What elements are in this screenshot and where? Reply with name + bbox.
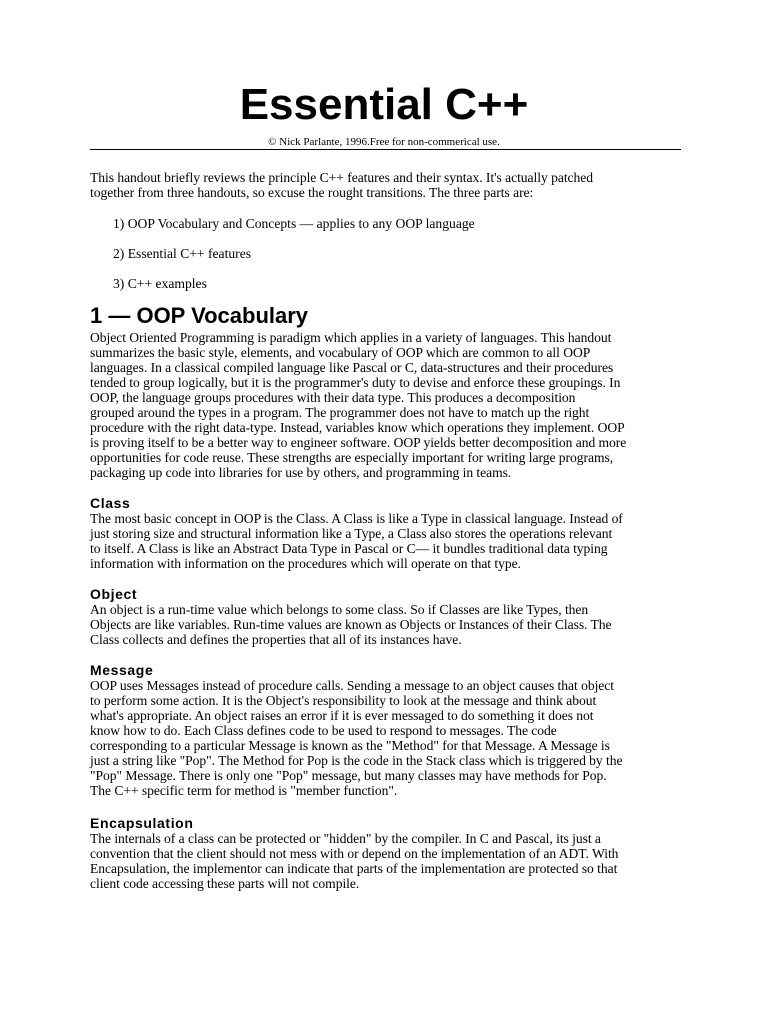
- text-line: The most basic concept in OOP is the Class. A Class is like a Type in classical language. Instead of: [90, 511, 623, 526]
- text-line: Objects are like variables. Run-time values are known as Objects or Instances of their Class. The: [90, 617, 612, 632]
- object-heading: Object: [90, 586, 138, 602]
- text-line: client code accessing these parts will not compile.: [90, 876, 360, 891]
- text-line: just a string like "Pop". The Method for Pop is the code in the Stack class which is triggered by the: [90, 753, 623, 768]
- text-line: Class collects and defines the properties that all of its instances have.: [90, 632, 462, 647]
- class-heading: Class: [90, 495, 131, 511]
- message-paragraph: [90, 678, 688, 798]
- text-line: summarizes the basic style, elements, and vocabulary of OOP which are common to all OOP: [90, 345, 591, 360]
- intro-paragraph: [90, 170, 688, 200]
- text-line: what's appropriate. An object raises an error if it is ever messaged to do something it does not: [90, 708, 594, 723]
- text-line: "Pop" Message. There is only one "Pop" message, but many classes may have methods for Pop.: [90, 768, 607, 783]
- object-paragraph: [90, 602, 688, 647]
- text-line: information with information on the procedures which will operate on that type.: [90, 556, 521, 571]
- text-line: OOP uses Messages instead of procedure calls. Sending a message to an object causes that object: [90, 678, 614, 693]
- text-line: together from three handouts, so excuse the rought transitions. The three parts are:: [90, 185, 534, 200]
- encapsulation-heading: Encapsulation: [90, 815, 194, 831]
- text-line: This handout briefly reviews the principle C++ features and their syntax. It's actually patched: [90, 170, 594, 185]
- text-line: procedure with the right data-type. Instead, variables know which operations they implement. OOP: [90, 420, 625, 435]
- section-heading: 1 — OOP Vocabulary: [90, 303, 309, 328]
- text-line: packaging up code into libraries for use by others, and programming in teams.: [90, 465, 512, 480]
- text-line: The internals of a class can be protected or "hidden" by the compiler. In C and Pascal, its just a: [90, 831, 601, 846]
- text-line: Encapsulation, the implementor can indicate that parts of the implementation are protected so that: [90, 861, 618, 876]
- text-line: convention that the client should not mess with or depend on the implementation of an ADT. With: [90, 846, 619, 861]
- text-line: languages. In a classical compiled language like Pascal or C, data-structures and their procedures: [90, 360, 614, 375]
- text-line: grouped around the types in a program. The programmer does not have to match up the right: [90, 405, 590, 420]
- class-paragraph: [90, 511, 688, 571]
- text-line: to perform some action. It is the Object's responsibility to look at the message and think about: [90, 693, 597, 708]
- text-line: OOP, the language groups procedures with their data type. This produces a decomposition: [90, 390, 576, 405]
- text-line: is proving itself to be a better way to engineer software. OOP yields better decomposition and more: [90, 435, 627, 450]
- text-line: An object is a run-time value which belongs to some class. So if Classes are like Types, then: [90, 602, 589, 617]
- text-line: tended to group logically, but it is the programmer's duty to devise and enforce these groupings. In: [90, 375, 621, 390]
- text-line: Object Oriented Programming is paradigm which applies in a variety of languages. This handout: [90, 330, 612, 345]
- text-line: know how to do. Each Class defines code to be used to respond to messages. The code: [90, 723, 557, 738]
- title-divider: [90, 149, 681, 150]
- encapsulation-paragraph: [90, 831, 688, 891]
- message-heading: Message: [90, 662, 154, 678]
- list-item: 2) Essential C++ features: [113, 246, 252, 261]
- text-line: The C++ specific term for method is "member function".: [90, 783, 398, 798]
- oop-vocabulary-paragraph: [90, 330, 688, 480]
- document-title: Essential C++: [239, 80, 529, 129]
- list-item: 3) C++ examples: [113, 276, 207, 291]
- text-line: corresponding to a particular Message is known as the "Method" for that Message. A Message is: [90, 738, 610, 753]
- copyright-notice: © Nick Parlante, 1996.Free for non-commerical use.: [268, 136, 500, 148]
- text-line: opportunities for code reuse. These strengths are especially important for writing large programs,: [90, 450, 614, 465]
- text-line: just storing size and structural information like a Type, a Class also stores the operations relevant: [90, 526, 613, 541]
- text-line: to itself. A Class is like an Abstract Data Type in Pascal or C— it bundles traditional data typing: [90, 541, 608, 556]
- list-item: 1) OOP Vocabulary and Concepts — applies to any OOP language: [113, 216, 475, 231]
